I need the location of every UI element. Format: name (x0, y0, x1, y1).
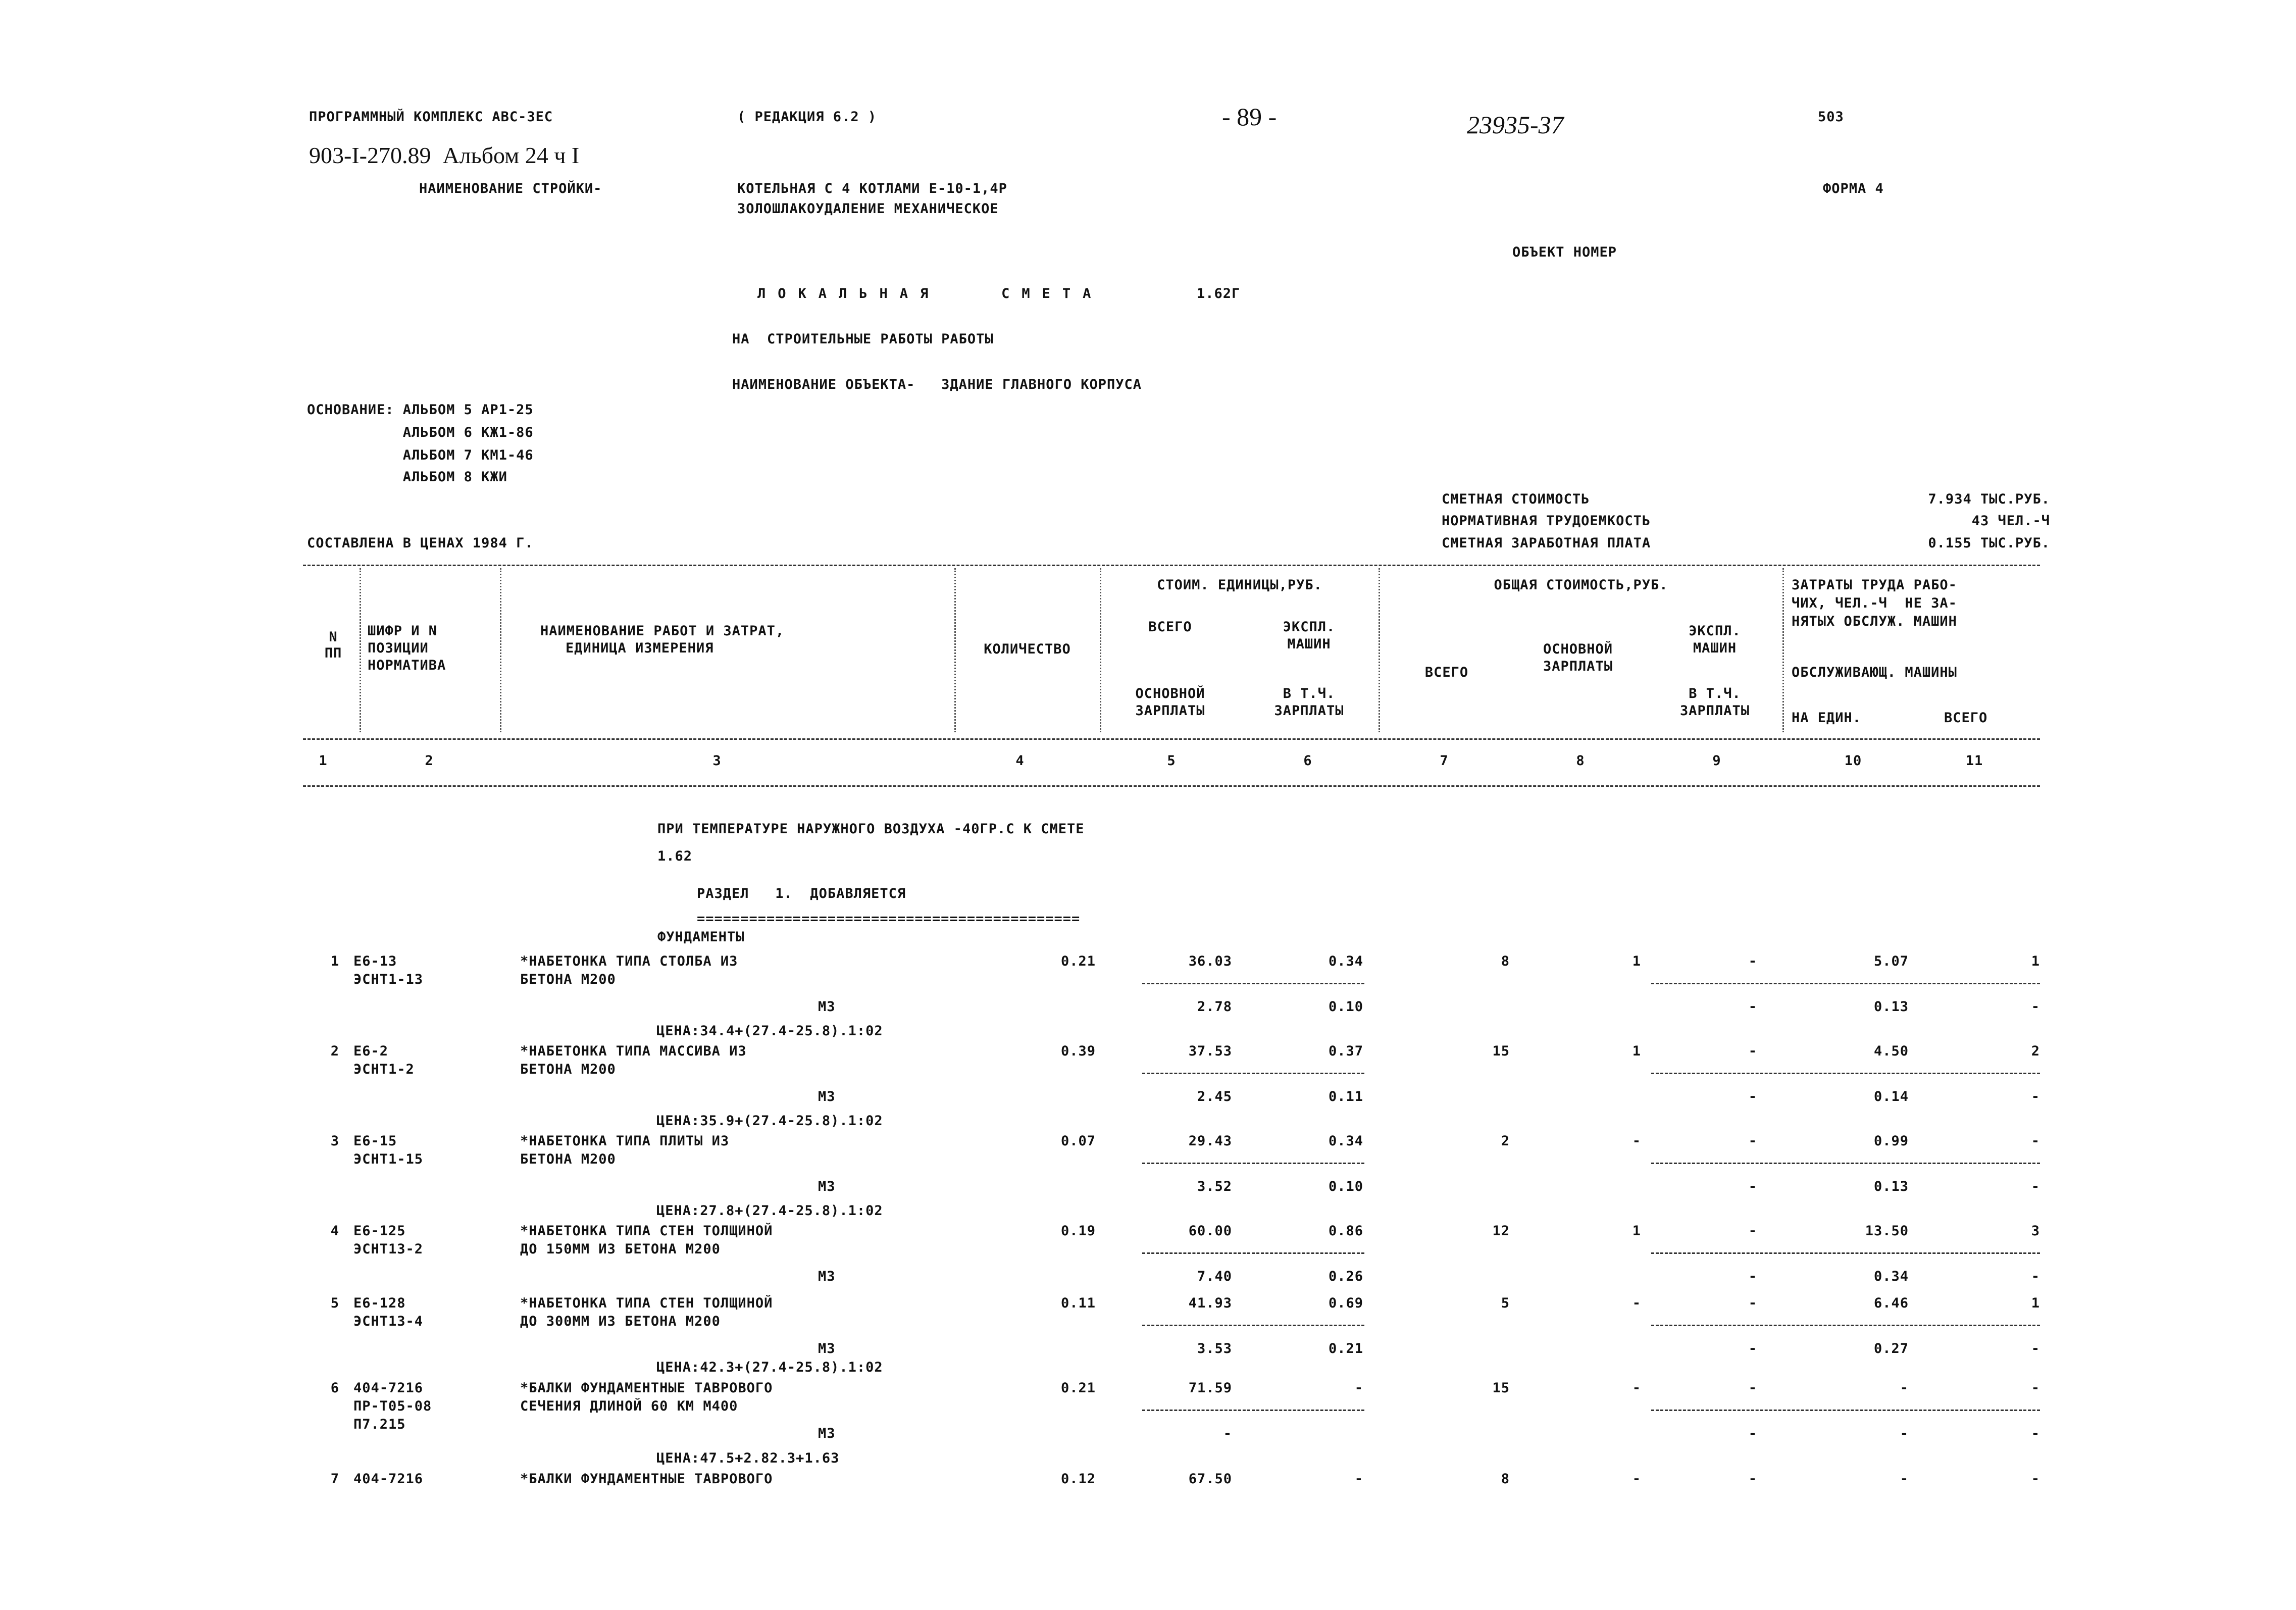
row-unit-total: 67.50 (1188, 1471, 1232, 1487)
row-unit-mach: 0.69 (1328, 1295, 1363, 1311)
column-numbers-rule (303, 785, 2040, 787)
row-total-basic: 1 (1632, 1043, 1641, 1059)
subtotal-separator (1142, 983, 1364, 984)
row-unit-incl: 0.21 (1328, 1341, 1363, 1356)
row-total-incl: - (1748, 1179, 1757, 1194)
row-unit-basic: 3.53 (1197, 1341, 1232, 1356)
row-number: 7 (330, 1471, 339, 1487)
column-divider (1782, 568, 1784, 732)
table-top-rule (303, 565, 2040, 566)
row-unit-total: 29.43 (1188, 1133, 1232, 1149)
row-code: ЭСНТ13-4 (353, 1314, 424, 1329)
subtotal-separator (1142, 1073, 1364, 1074)
row-total-mach: - (1748, 1471, 1757, 1487)
row-name: БЕТОНА М200 (520, 1151, 616, 1167)
row-name: *НАБЕТОНКА ТИПА МАССИВА ИЗ (520, 1043, 747, 1059)
summary-value: 0.155 ТЫС.РУБ. (1928, 535, 2050, 551)
row-labor-total: - (2031, 1133, 2040, 1149)
sheet-number: 503 (1818, 109, 1844, 125)
subtotal-separator (1651, 1325, 2040, 1326)
object-number: ОБЪЕКТ НОМЕР (1512, 244, 1617, 260)
row-unit-total: 71.59 (1188, 1380, 1232, 1396)
column-divider (500, 568, 501, 732)
total-incl-header: ЗАРПЛАТЫ (1679, 703, 1750, 719)
col-header-qty: КОЛИЧЕСТВО (984, 641, 1071, 657)
unit-basic-header: ЗАРПЛАТЫ (1135, 703, 1205, 719)
row-unit-incl: 0.11 (1328, 1089, 1363, 1104)
basis-line: АЛЬБОМ 7 КМ1-46 (307, 447, 534, 463)
row-labor-unit-sub: 0.13 (1873, 1179, 1909, 1194)
row-total: 2 (1501, 1133, 1510, 1149)
row-unit-total: 37.53 (1188, 1043, 1232, 1059)
row-labor-unit-sub: 0.27 (1873, 1341, 1909, 1356)
row-total-incl: - (1748, 1269, 1757, 1284)
row-quantity: 0.11 (1060, 1295, 1096, 1311)
summary-label: НОРМАТИВНАЯ ТРУДОЕМКОСТЬ (1442, 513, 1651, 529)
row-total: 15 (1492, 1043, 1510, 1059)
row-unit-mach: 0.34 (1328, 1133, 1363, 1149)
labor-unit-header: НА ЕДИН. (1792, 710, 1862, 726)
row-total: 8 (1501, 1471, 1510, 1487)
summary-label: СМЕТНАЯ СТОИМОСТЬ (1442, 491, 1590, 507)
unit-mach-header: МАШИН (1287, 636, 1331, 652)
row-unit-basic: 3.52 (1197, 1179, 1232, 1194)
row-code: ПР-Т05-08 (353, 1398, 432, 1414)
row-code: Е6-128 (353, 1295, 406, 1311)
summary-label: СМЕТНАЯ ЗАРАБОТНАЯ ПЛАТА (1442, 535, 1651, 551)
row-name: *БАЛКИ ФУНДАМЕНТНЫЕ ТАВРОВОГО (520, 1380, 773, 1396)
total-incl-header: В Т.Ч. (1689, 686, 1741, 701)
row-name: ДО 300ММ ИЗ БЕТОНА М200 (520, 1314, 721, 1329)
row-quantity: 0.12 (1060, 1471, 1096, 1487)
column-divider (360, 568, 361, 732)
basis-line: АЛЬБОМ 6 КЖ1-86 (307, 425, 534, 440)
row-name: *НАБЕТОНКА ТИПА СТОЛБА ИЗ (520, 953, 738, 969)
row-labor-unit-sub: 0.14 (1873, 1089, 1909, 1104)
row-labor-unit: 13.50 (1865, 1223, 1909, 1239)
column-number: 5 (1167, 753, 1176, 769)
total-mach-header: МАШИН (1693, 640, 1737, 656)
header-bottom-rule (303, 738, 2040, 740)
row-unit-mach: - (1354, 1471, 1363, 1487)
row-code: ЭСНТ13-2 (353, 1241, 424, 1257)
row-number: 2 (330, 1043, 339, 1059)
row-total-basic: - (1632, 1471, 1641, 1487)
row-total-mach: - (1748, 1223, 1757, 1239)
row-code: Е6-15 (353, 1133, 397, 1149)
row-code: ЭСНТ1-13 (353, 972, 424, 987)
row-unit-incl: 0.10 (1328, 999, 1363, 1015)
row-total-mach: - (1748, 1380, 1757, 1396)
estimate-number: 1.62Г (1197, 286, 1241, 301)
row-total: 8 (1501, 953, 1510, 969)
column-number: 8 (1576, 753, 1585, 769)
row-name: ДО 150ММ ИЗ БЕТОНА М200 (520, 1241, 721, 1257)
row-labor-unit-sub: 0.34 (1873, 1269, 1909, 1284)
row-labor-unit-sub: 0.13 (1873, 999, 1909, 1015)
document-title: ЛОКАЛЬНАЯ СМЕТА (757, 286, 1103, 301)
labor-header: ЗАТРАТЫ ТРУДА РАБО- (1792, 577, 1957, 593)
summary-value: 43 ЧЕЛ.-Ч (1971, 513, 2050, 529)
row-total: 12 (1492, 1223, 1510, 1239)
construction-label: НАИМЕНОВАНИЕ СТРОЙКИ- (419, 181, 602, 196)
row-quantity: 0.21 (1060, 953, 1096, 969)
col-header-name: ЕДИНИЦА ИЗМЕРЕНИЯ (566, 640, 714, 656)
row-unit: М3 (818, 999, 836, 1015)
row-labor-total-sub: - (2031, 1089, 2040, 1104)
row-labor-total: - (2031, 1380, 2040, 1396)
col-header-code: ШИФР И N (368, 623, 438, 639)
row-labor-unit: 6.46 (1873, 1295, 1909, 1311)
row-code: Е6-125 (353, 1223, 406, 1239)
row-labor-total: 1 (2031, 1295, 2040, 1311)
row-code: 404-7216 (353, 1471, 424, 1487)
column-number: 9 (1712, 753, 1721, 769)
row-total-incl: - (1748, 1426, 1757, 1441)
row-labor-unit: - (1900, 1471, 1909, 1487)
row-unit-total: 41.93 (1188, 1295, 1232, 1311)
row-unit-basic: 2.78 (1197, 999, 1232, 1015)
labor-sub-header: ОБСЛУЖИВАЮЩ. МАШИНЫ (1792, 665, 1957, 680)
row-unit-basic: 2.45 (1197, 1089, 1232, 1104)
column-number: 7 (1440, 753, 1449, 769)
labor-header: ЧИХ, ЧЕЛ.-Ч НЕ ЗА- (1792, 595, 1957, 611)
total-basic-header: ОСНОВНОЙ (1543, 641, 1613, 657)
row-unit: М3 (818, 1179, 836, 1194)
unit-incl-header: ЗАРПЛАТЫ (1274, 703, 1344, 719)
row-number: 6 (330, 1380, 339, 1396)
subtotal-separator (1651, 983, 2040, 984)
row-labor-total: 3 (2031, 1223, 2040, 1239)
row-total-basic: - (1632, 1295, 1641, 1311)
subtotal-separator (1651, 1252, 2040, 1254)
labor-total-header: ВСЕГО (1944, 710, 1988, 726)
summary-value: 7.934 ТЫС.РУБ. (1928, 491, 2050, 507)
form-label: ФОРМА 4 (1823, 181, 1884, 196)
row-code: ЭСНТ1-15 (353, 1151, 424, 1167)
row-quantity: 0.07 (1060, 1133, 1096, 1149)
album-note: 903-I-270.89 Альбом 24 ч I (309, 142, 580, 168)
row-unit-incl: 0.26 (1328, 1269, 1363, 1284)
section-note: ПРИ ТЕМПЕРАТУРЕ НАРУЖНОГО ВОЗДУХА -40ГР.С К СМЕТЕ (657, 821, 1085, 837)
column-number: 10 (1844, 753, 1862, 769)
page-number: - 89 - (1222, 103, 1277, 131)
column-number: 4 (1015, 753, 1025, 769)
col-header-name: НАИМЕНОВАНИЕ РАБОТ И ЗАТРАТ, (540, 623, 785, 639)
row-unit: М3 (818, 1089, 836, 1104)
row-number: 3 (330, 1133, 339, 1149)
section-underline: ============================================ (697, 911, 1081, 927)
subtotal-separator (1142, 1252, 1364, 1254)
construction-subname: ЗОЛОШЛАКОУДАЛЕНИЕ МЕХАНИЧЕСКОЕ (737, 201, 999, 217)
row-unit-mach: 0.34 (1328, 953, 1363, 969)
row-total: 5 (1501, 1295, 1510, 1311)
row-unit-mach: 0.37 (1328, 1043, 1363, 1059)
row-name: *НАБЕТОНКА ТИПА СТЕН ТОЛЩИНОЙ (520, 1223, 773, 1239)
row-name: БЕТОНА М200 (520, 1062, 616, 1077)
row-number: 4 (330, 1223, 339, 1239)
row-name: СЕЧЕНИЯ ДЛИНОЙ 60 КМ М400 (520, 1398, 738, 1414)
object-name: НАИМЕНОВАНИЕ ОБЪЕКТА- ЗДАНИЕ ГЛАВНОГО КОРПУСА (732, 377, 1142, 392)
unit-incl-header: В Т.Ч. (1283, 686, 1336, 701)
row-unit-mach: - (1354, 1380, 1363, 1396)
row-total-incl: - (1748, 1341, 1757, 1356)
row-labor-total-sub: - (2031, 1269, 2040, 1284)
row-total-basic: - (1632, 1133, 1641, 1149)
row-labor-unit: 4.50 (1873, 1043, 1909, 1059)
row-labor-total-sub: - (2031, 1426, 2040, 1441)
row-total: 15 (1492, 1380, 1510, 1396)
edition: ( РЕДАКЦИЯ 6.2 ) (737, 109, 877, 125)
subtotal-separator (1651, 1410, 2040, 1411)
construction-name: КОТЕЛЬНАЯ С 4 КОТЛАМИ Е-10-1,4Р (737, 181, 1007, 196)
total-cost-header: ОБЩАЯ СТОИМОСТЬ,РУБ. (1494, 577, 1668, 593)
column-number: 11 (1965, 753, 1983, 769)
subtotal-separator (1142, 1410, 1364, 1411)
row-price-formula: ЦЕНА:35.9+(27.4-25.8).1:02 (656, 1113, 883, 1129)
column-number: 3 (712, 753, 722, 769)
unit-basic-header: ОСНОВНОЙ (1135, 686, 1205, 701)
column-number: 2 (425, 753, 434, 769)
row-total-mach: - (1748, 1295, 1757, 1311)
row-labor-total: 1 (2031, 953, 2040, 969)
labor-header: НЯТЫХ ОБСЛУЖ. МАШИН (1792, 614, 1957, 629)
row-unit-basic: 7.40 (1197, 1269, 1232, 1284)
total-all-header: ВСЕГО (1424, 665, 1469, 680)
total-basic-header: ЗАРПЛАТЫ (1543, 659, 1613, 674)
compiled-prices: СОСТАВЛЕНА В ЦЕНАХ 1984 Г. (307, 535, 534, 551)
subtotal-separator (1651, 1073, 2040, 1074)
row-code: Е6-2 (353, 1043, 389, 1059)
row-total-basic: 1 (1632, 953, 1641, 969)
row-labor-unit: 5.07 (1873, 953, 1909, 969)
document-number: 23935-37 (1467, 111, 1564, 139)
unit-total-header: ВСЕГО (1148, 619, 1192, 635)
col-header-n: ПП (324, 645, 342, 661)
works-type: НА СТРОИТЕЛЬНЫЕ РАБОТЫ РАБОТЫ (732, 331, 994, 347)
row-price-formula: ЦЕНА:27.8+(27.4-25.8).1:02 (656, 1203, 883, 1219)
row-quantity: 0.21 (1060, 1380, 1096, 1396)
subtotal-separator (1142, 1163, 1364, 1164)
row-labor-unit: 0.99 (1873, 1133, 1909, 1149)
unit-cost-header: СТОИМ. ЕДИНИЦЫ,РУБ. (1157, 577, 1322, 593)
row-name: *БАЛКИ ФУНДАМЕНТНЫЕ ТАВРОВОГО (520, 1471, 773, 1487)
row-total-incl: - (1748, 1089, 1757, 1104)
total-mach-header: ЭКСПЛ. (1689, 623, 1741, 639)
row-total-mach: - (1748, 1043, 1757, 1059)
row-labor-total: - (2031, 1471, 2040, 1487)
subtotal-separator (1651, 1163, 2040, 1164)
row-number: 5 (330, 1295, 339, 1311)
column-number: 1 (319, 753, 328, 769)
row-code: 404-7216 (353, 1380, 424, 1396)
row-code: Е6-13 (353, 953, 397, 969)
row-name: *НАБЕТОНКА ТИПА СТЕН ТОЛЩИНОЙ (520, 1295, 773, 1311)
row-unit-total: 60.00 (1188, 1223, 1232, 1239)
row-unit-basic: - (1223, 1426, 1232, 1441)
row-labor-total-sub: - (2031, 999, 2040, 1015)
basis-line: ОСНОВАНИЕ: АЛЬБОМ 5 АР1-25 (307, 402, 534, 418)
row-unit-mach: 0.86 (1328, 1223, 1363, 1239)
row-name: БЕТОНА М200 (520, 972, 616, 987)
column-number: 6 (1303, 753, 1312, 769)
row-labor-total: 2 (2031, 1043, 2040, 1059)
row-unit: М3 (818, 1269, 836, 1284)
row-total-mach: - (1748, 953, 1757, 969)
row-quantity: 0.39 (1060, 1043, 1096, 1059)
row-number: 1 (330, 953, 339, 969)
row-price-formula: ЦЕНА:42.3+(27.4-25.8).1:02 (656, 1360, 883, 1375)
section-note: 1.62 (657, 848, 693, 864)
section-title: РАЗДЕЛ 1. ДОБАВЛЯЕТСЯ (697, 886, 906, 901)
row-name: *НАБЕТОНКА ТИПА ПЛИТЫ ИЗ (520, 1133, 730, 1149)
unit-mach-header: ЭКСПЛ. (1283, 619, 1336, 635)
row-total-incl: - (1748, 999, 1757, 1015)
row-total-basic: 1 (1632, 1223, 1641, 1239)
row-total-basic: - (1632, 1380, 1641, 1396)
row-unit-total: 36.03 (1188, 953, 1232, 969)
row-price-formula: ЦЕНА:47.5+2.82.3+1.63 (656, 1450, 840, 1466)
subtotal-separator (1142, 1325, 1364, 1326)
program-name: ПРОГРАММНЫЙ КОМПЛЕКС АВС-3ЕС (309, 109, 553, 125)
row-price-formula: ЦЕНА:34.4+(27.4-25.8).1:02 (656, 1023, 883, 1039)
row-unit: М3 (818, 1341, 836, 1356)
row-code: ЭСНТ1-2 (353, 1062, 415, 1077)
basis-line: АЛЬБОМ 8 КЖИ (307, 469, 507, 485)
col-header-code: ПОЗИЦИИ (368, 640, 429, 656)
row-labor-total-sub: - (2031, 1179, 2040, 1194)
col-header-n: N (329, 629, 338, 645)
row-labor-unit: - (1900, 1380, 1909, 1396)
subsection-title: ФУНДАМЕНТЫ (657, 929, 745, 945)
row-total-mach: - (1748, 1133, 1757, 1149)
column-divider (1379, 568, 1380, 732)
row-code: П7.215 (353, 1417, 406, 1432)
row-labor-unit-sub: - (1900, 1426, 1909, 1441)
row-unit-incl: 0.10 (1328, 1179, 1363, 1194)
col-header-code: НОРМАТИВА (368, 658, 446, 673)
row-labor-total-sub: - (2031, 1341, 2040, 1356)
row-unit: М3 (818, 1426, 836, 1441)
row-quantity: 0.19 (1060, 1223, 1096, 1239)
